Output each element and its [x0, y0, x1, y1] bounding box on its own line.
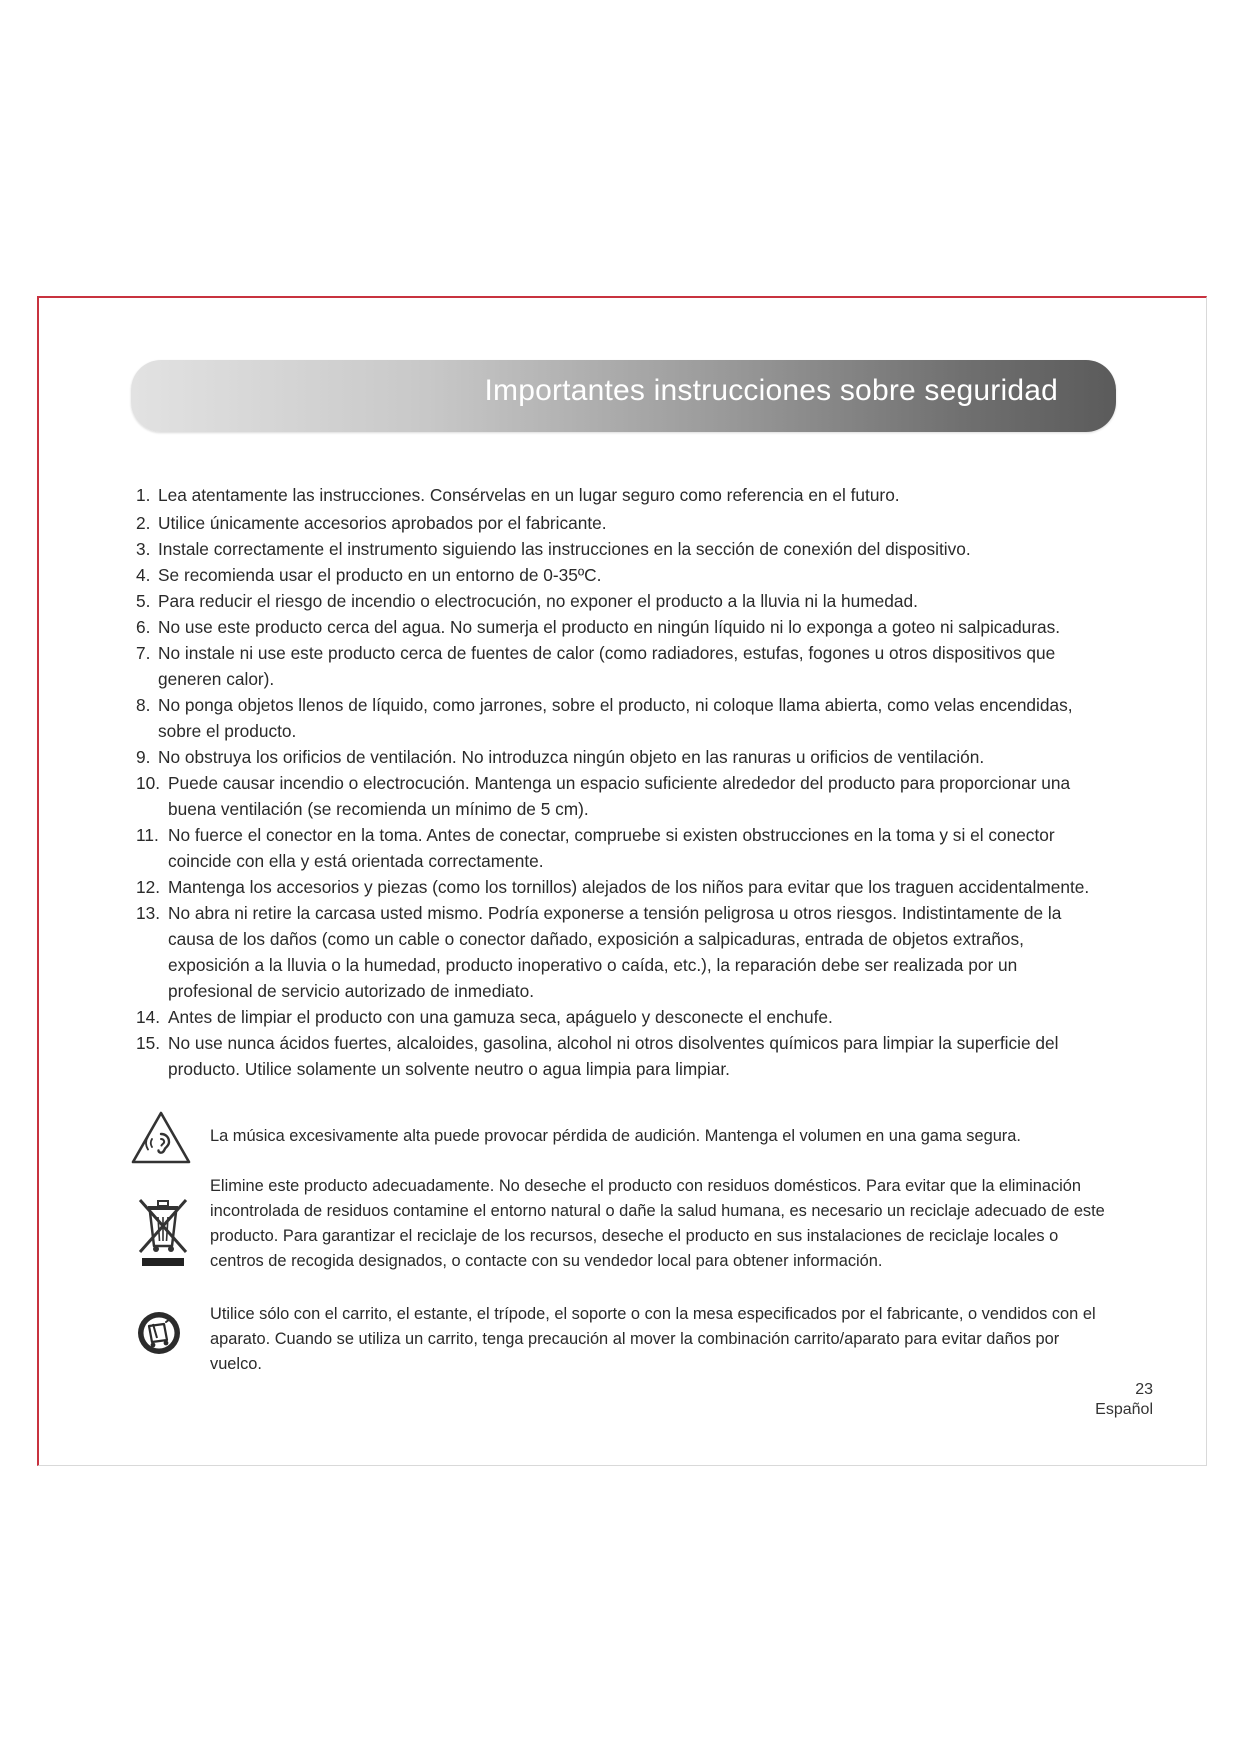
item-text: No obstruya los orificios de ventilación. No introduzca ningún objeto en las ranuras u orificios de ventilación. — [158, 747, 985, 767]
hearing-notice-text: La música excesivamente alta puede provocar pérdida de audición. Mantenga el volumen en una gama segura. — [210, 1127, 1021, 1145]
list-item — [136, 614, 1096, 640]
list-item — [136, 744, 1096, 770]
list-item — [136, 1030, 1096, 1082]
item-text: No abra ni retire la carcasa usted mismo. Podría exponerse a tensión peligrosa u otros riesgos. Indistintamente de la causa de los daños (como un cable o conector dañado, exposición a salpicaduras, entrada de objetos extraños, exposición a la lluvia o la humedad, producto inoperativo o caída, etc.), la reparación debe ser realizada por un profesional de servicio autorizado de inmediato. — [168, 903, 1062, 1001]
list-item — [136, 822, 1096, 874]
item-text: No use este producto cerca del agua. No sumerja el producto en ningún líquido ni lo exponga a goteo ni salpicaduras. — [158, 617, 1061, 637]
hearing-warning-icon — [130, 1110, 192, 1171]
item-text: Puede causar incendio o electrocución. Mantenga un espacio suficiente alrededor del producto para proporcionar una buena ventilación (se recomienda un mínimo de 5 cm). — [168, 773, 1071, 819]
item-number: 14. — [136, 1007, 161, 1027]
item-text: No instale ni use este producto cerca de fuentes de calor (como radiadores, estufas, fogones u otros dispositivos que generen calor). — [158, 643, 1056, 689]
list-item — [136, 562, 1096, 588]
item-number: 7. — [136, 643, 151, 663]
item-number: 13. — [136, 903, 161, 923]
list-item — [136, 510, 1096, 536]
item-text: No fuerce el conector en la toma. Antes de conectar, compruebe si existen obstrucciones en la toma y si el conector coincide con ella y está orientada correctamente. — [168, 825, 1055, 871]
hearing-notice — [130, 1110, 1110, 1170]
list-item — [136, 900, 1096, 1004]
item-text: Mantenga los accesorios y piezas (como los tornillos) alejados de los niños para evitar que los traguen accidentalmente. — [168, 877, 1090, 897]
item-text: Para reducir el riesgo de incendio o electrocución, no exponer el producto a la lluvia ni la humedad. — [158, 591, 918, 611]
item-text: Instale correctamente el instrumento siguiendo las instrucciones en la sección de conexión del dispositivo. — [158, 539, 971, 559]
item-number: 1. — [136, 485, 151, 505]
page-number: 23 — [1135, 1381, 1153, 1398]
list-item — [136, 874, 1096, 900]
instruction-list — [136, 482, 1096, 1082]
item-text: No use nunca ácidos fuertes, alcaloides, gasolina, alcohol ni otros disolventes químicos para limpiar la superficie del producto. Utilice solamente un solvente neutro o agua limpia para limpiar. — [168, 1033, 1059, 1079]
disposal-notice-text: Elimine este producto adecuadamente. No deseche el producto con residuos domésticos. Para evitar que la eliminación incontrolada de residuos contamine el entorno natural o dañe la salud humana, es necesario un reciclaje adecuado de este producto. Para garantizar el reciclaje de los recursos, deseche el producto en sus instalaciones de reciclaje locales o centros de recogida designados, o contacte con su vendedor local para obtener información. — [210, 1177, 1105, 1270]
item-number: 2. — [136, 513, 151, 533]
item-number: 15. — [136, 1033, 161, 1053]
list-item — [136, 692, 1096, 744]
item-text: Utilice únicamente accesorios aprobados por el fabricante. — [158, 513, 607, 533]
list-item — [136, 640, 1096, 692]
cart-tip-over-icon — [136, 1310, 182, 1361]
title-banner — [131, 360, 1116, 432]
item-number: 10. — [136, 773, 161, 793]
list-item — [136, 1004, 1096, 1030]
disposal-notice — [130, 1172, 1110, 1282]
crossed-bin-icon — [136, 1196, 192, 1273]
cart-notice-text: Utilice sólo con el carrito, el estante, el trípode, el soporte o con la mesa especificados por el fabricante, o vendidos con el aparato. Cuando se utiliza un carrito, tenga precaución al mover la combinación carrito/aparato para evitar daños por vuelco. — [210, 1305, 1096, 1373]
item-number: 3. — [136, 539, 151, 559]
page-language: Español — [1095, 1401, 1153, 1418]
item-number: 11. — [136, 825, 159, 845]
item-text: Lea atentamente las instrucciones. Consérvelas en un lugar seguro como referencia en el futuro. — [158, 485, 900, 505]
item-number: 8. — [136, 695, 151, 715]
item-number: 6. — [136, 617, 151, 637]
cart-notice — [130, 1300, 1110, 1373]
item-number: 12. — [136, 877, 161, 897]
item-text: Antes de limpiar el producto con una gamuza seca, apáguelo y desconecte el enchufe. — [168, 1007, 833, 1027]
list-item — [136, 482, 1096, 508]
list-item — [136, 770, 1096, 822]
item-number: 5. — [136, 591, 151, 611]
list-item — [136, 536, 1096, 562]
item-number: 9. — [136, 747, 151, 767]
page-footer — [1095, 1380, 1153, 1420]
item-text: No ponga objetos llenos de líquido, como jarrones, sobre el producto, ni coloque llama abierta, como velas encendidas, sobre el producto. — [158, 695, 1073, 741]
list-item — [136, 588, 1096, 614]
item-text: Se recomienda usar el producto en un entorno de 0-35ºC. — [158, 565, 602, 585]
page-title: Importantes instrucciones sobre seguridad — [484, 374, 1058, 407]
item-number: 4. — [136, 565, 151, 585]
